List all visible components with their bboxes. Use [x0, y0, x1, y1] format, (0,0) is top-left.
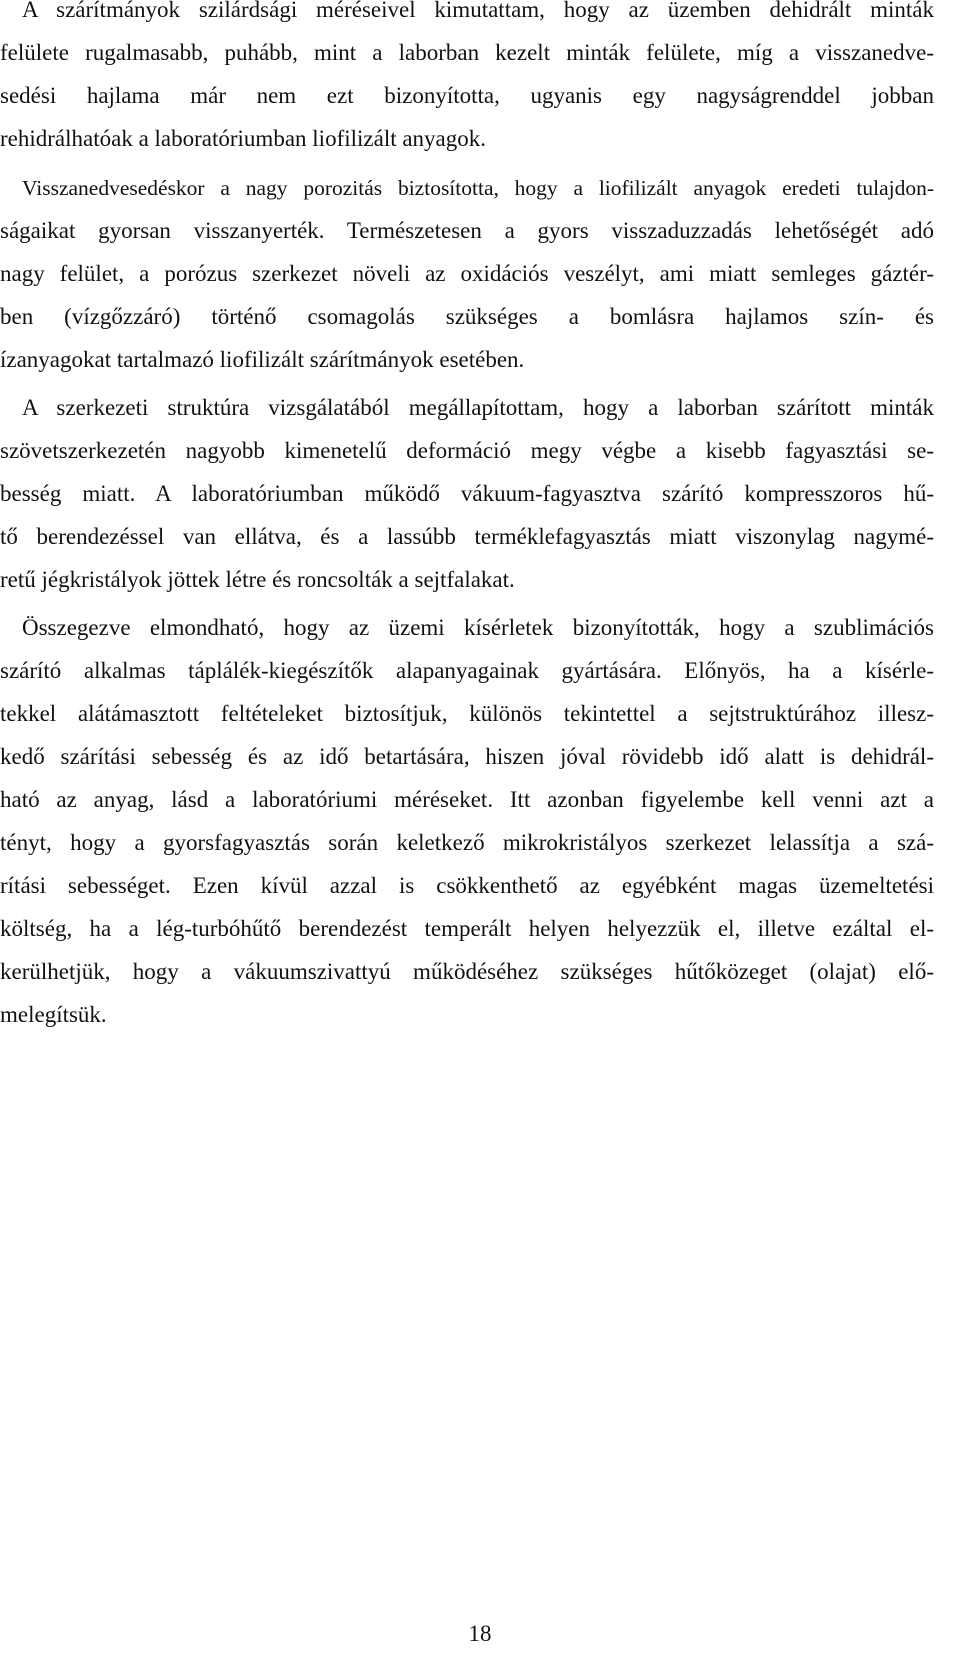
- text-line: tekkel alátámasztott feltételeket biztosítjuk, különös tekintettel a sejtstruktúrához illesz-: [0, 701, 934, 726]
- text-line: szárító alkalmas táplálék-kiegészítők alapanyagainak gyártására. Előnyös, ha a kísérle-: [0, 658, 934, 683]
- text-line: ízanyagokat tartalmazó liofilizált szárítmányok esetében.: [0, 347, 525, 372]
- text-line: kerülhetjük, hogy a vákuumszivattyú működéséhez szükséges hűtőközeget (olajat) elő-: [0, 959, 934, 984]
- text-line: A szárítmányok szilárdsági méréseivel kimutattam, hogy az üzemben dehidrált minták: [22, 0, 934, 22]
- text-line: ben (vízgőzzáró) történő csomagolás szükséges a bomlásra hajlamos szín- és: [0, 304, 934, 329]
- text-line: Összegezve elmondható, hogy az üzemi kísérletek bizonyították, hogy a szublimációs: [22, 615, 934, 640]
- text-line: A szerkezeti struktúra vizsgálatából megállapítottam, hogy a laborban szárított minták: [22, 395, 934, 420]
- text-line: nagy felület, a porózus szerkezet növeli az oxidációs veszélyt, ami miatt semleges gáztér-: [0, 261, 934, 286]
- text-line: rehidrálhatóak a laboratóriumban liofilizált anyagok.: [0, 126, 487, 151]
- text-line: szövetszerkezetén nagyobb kimenetelű deformáció megy végbe a kisebb fagyasztási se-: [0, 438, 934, 463]
- text-line: ható az anyag, lásd a laboratóriumi méréseket. Itt azonban figyelembe kell venni azt a: [0, 787, 934, 812]
- text-line: rítási sebességet. Ezen kívül azzal is csökkenthető az egyébként magas üzemeltetési: [0, 873, 934, 898]
- text-line: tő berendezéssel van ellátva, és a lassúbb terméklefagyasztás miatt viszonylag nagymé-: [0, 524, 934, 549]
- text-line: költség, ha a lég-turbóhűtő berendezést temperált helyen helyezzük el, illetve ezáltal el-: [0, 916, 934, 941]
- text-line: kedő szárítási sebesség és az idő betartására, hiszen jóval rövidebb idő alatt is dehidrál-: [0, 744, 934, 769]
- text-line: melegítsük.: [0, 1002, 107, 1027]
- text-line: felülete rugalmasabb, puhább, mint a laborban kezelt minták felülete, míg a visszanedve-: [0, 40, 934, 65]
- text-line: retű jégkristályok jöttek létre és roncsolták a sejtfalakat.: [0, 567, 515, 592]
- text-line: Visszanedvesedéskor a nagy porozitás biztosította, hogy a liofilizált anyagok eredeti tulajdon-: [22, 176, 934, 200]
- text-line: sedési hajlama már nem ezt bizonyította, ugyanis egy nagyságrenddel jobban: [0, 83, 934, 108]
- text-line: tényt, hogy a gyorsfagyasztás során keletkező mikrokristályos szerkezet lelassítja a szá-: [0, 830, 934, 855]
- page-number: 18: [468, 1621, 492, 1646]
- text-line: besség miatt. A laboratóriumban működő vákuum-fagyasztva szárító kompresszoros hű-: [0, 481, 934, 506]
- text-line: ságaikat gyorsan visszanyerték. Természetesen a gyors visszaduzzadás lehetőségét adó: [0, 218, 934, 243]
